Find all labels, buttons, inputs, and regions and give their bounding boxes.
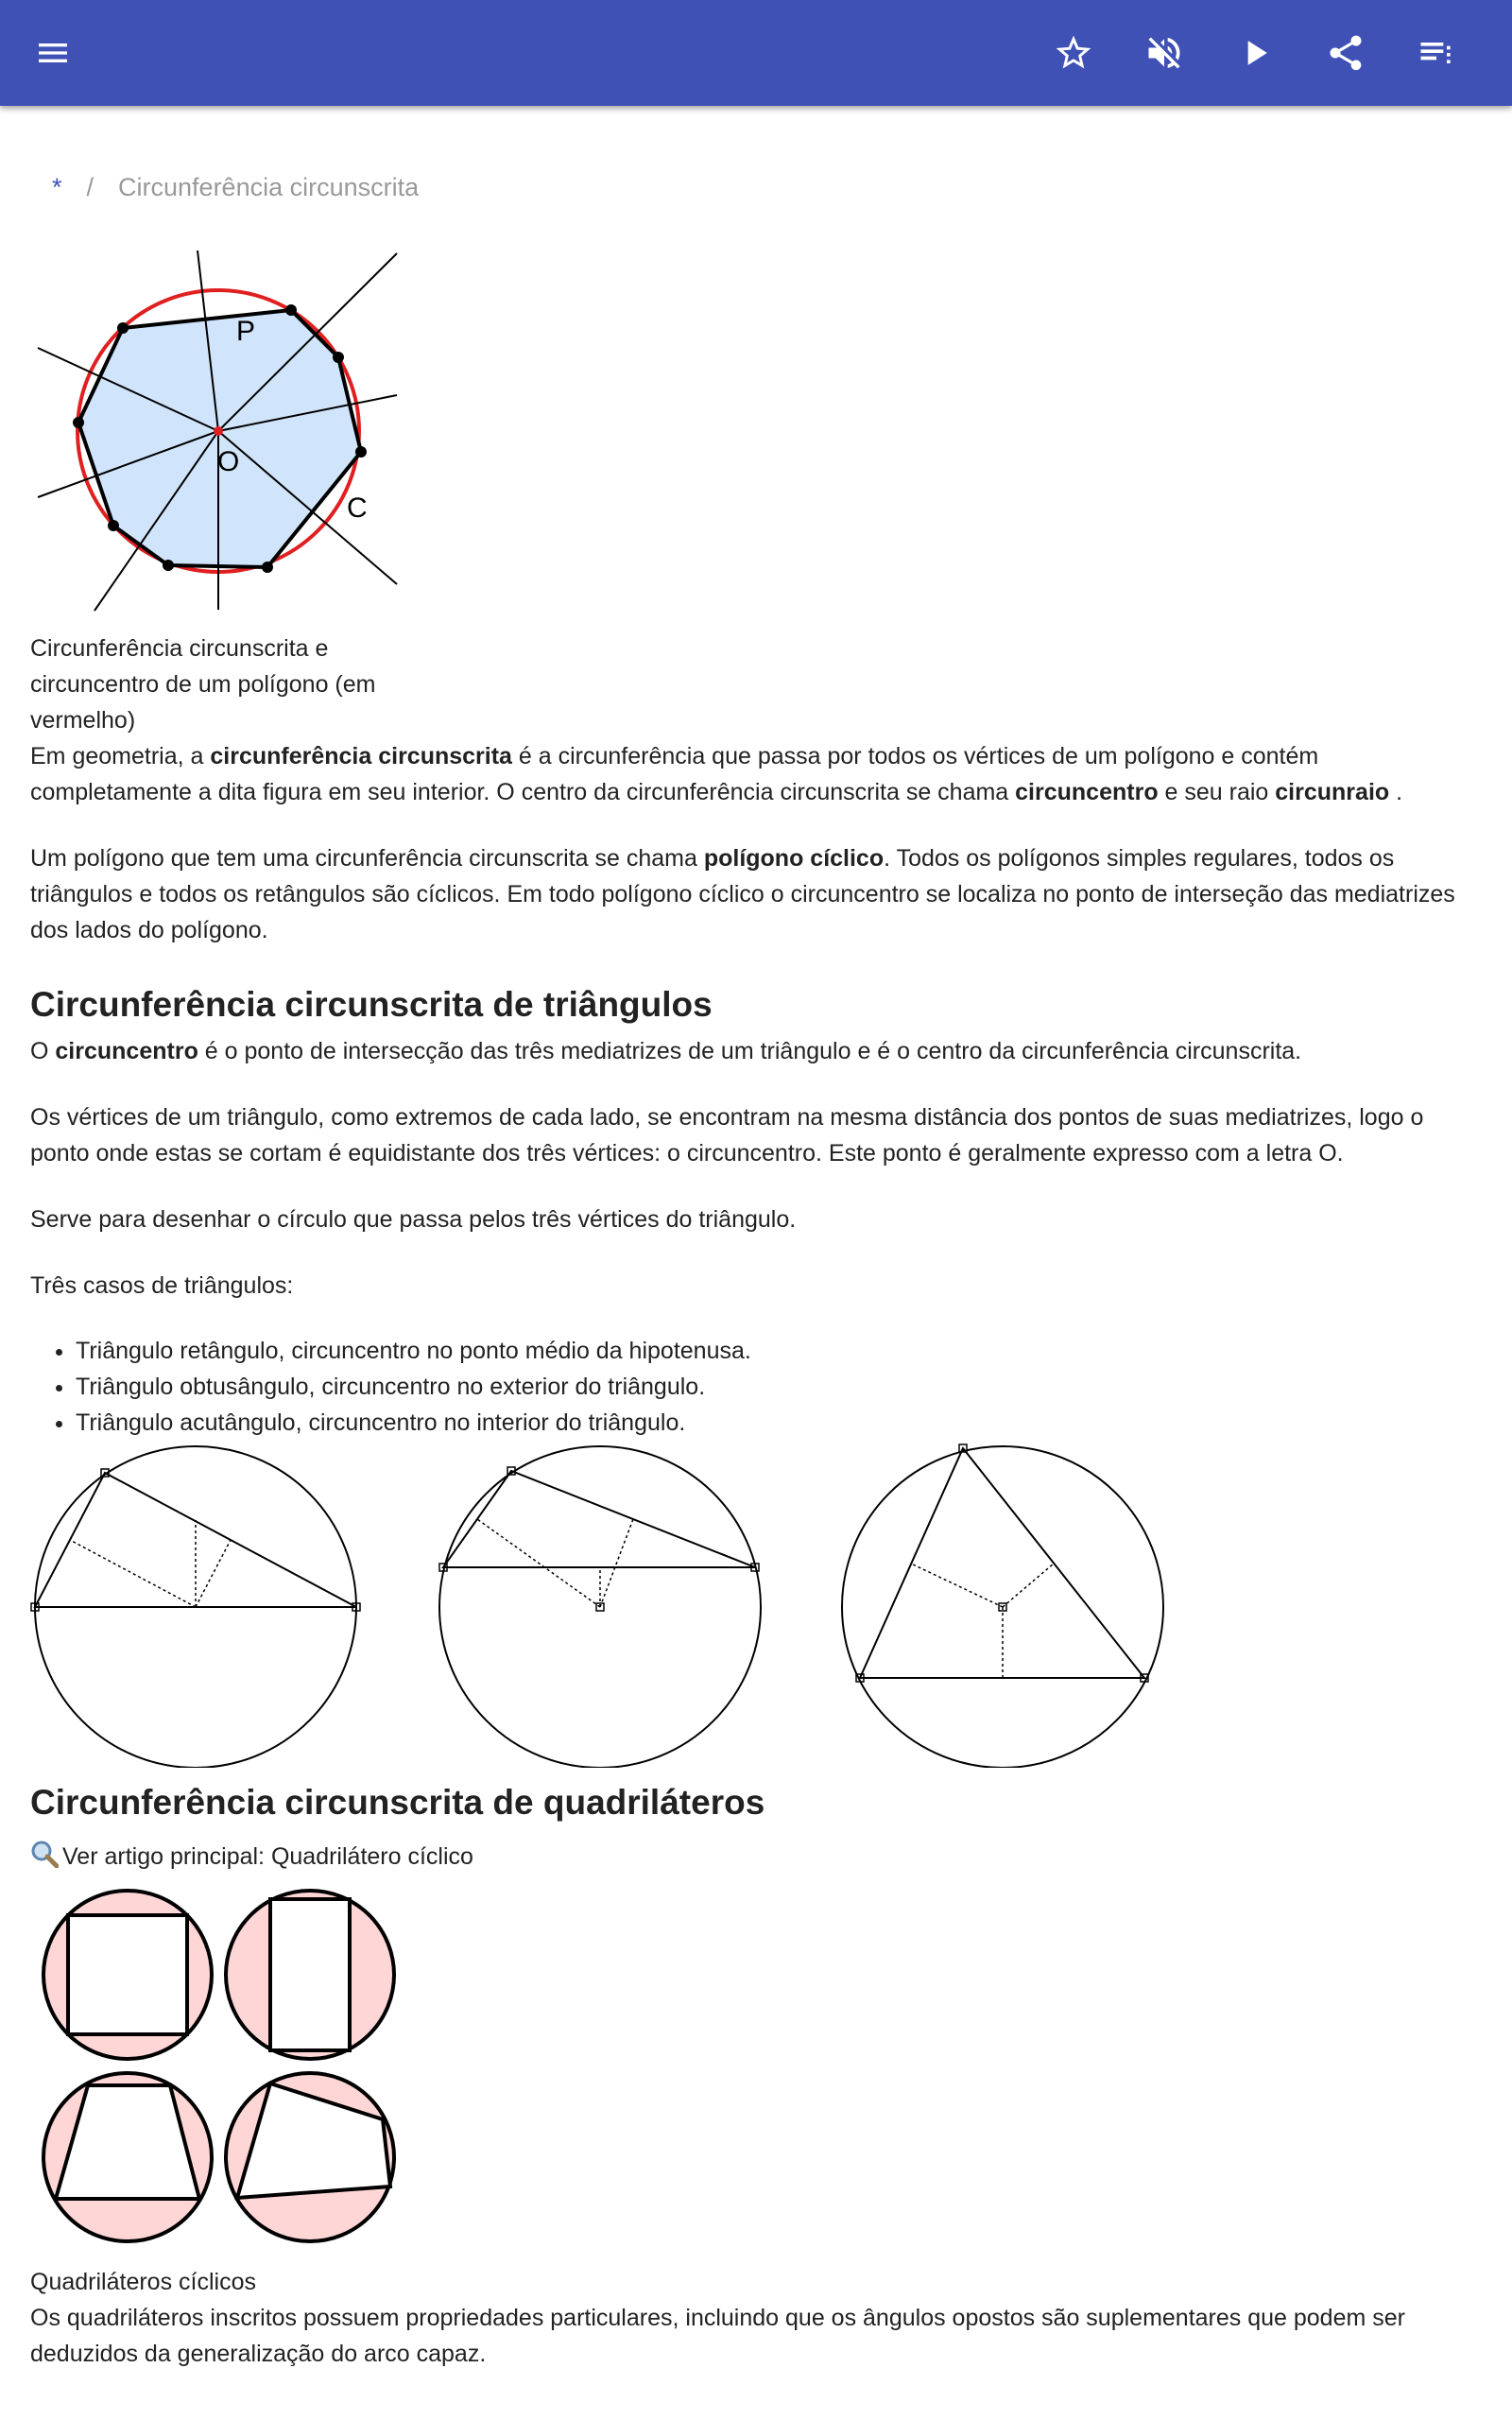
volume-off-icon[interactable] xyxy=(1138,26,1191,79)
list-item: • Triângulo acutângulo, circuncentro no interior do triângulo. xyxy=(76,1405,751,1441)
list-item: • Triângulo retângulo, circuncentro no ponto médio da hipotenusa. xyxy=(76,1333,751,1369)
triangle-cases-figure[interactable] xyxy=(28,1442,1172,1768)
cyclic-quadrilaterals-figure[interactable] xyxy=(42,1889,399,2244)
magnifier-icon xyxy=(30,1840,62,1878)
play-icon[interactable] xyxy=(1228,26,1281,79)
label-p: P xyxy=(236,316,256,347)
list-item: • Triângulo obtusângulo, circuncentro no exterior do triângulo. xyxy=(76,1369,751,1405)
label-c: C xyxy=(347,493,368,524)
breadcrumb xyxy=(52,173,419,202)
menu-icon[interactable] xyxy=(26,26,79,79)
section-title-quadrilaterals: Circunferência circunscrita de quadriláteros xyxy=(30,1783,765,1822)
breadcrumb-current: Circunferência circunscrita xyxy=(118,173,420,201)
section-title-triangles: Circunferência circunscrita de triângulos xyxy=(30,985,713,1024)
intro-paragraph-2: Um polígono que tem uma circunferência circunscrita se chama polígono cíclico. Todos os polígonos simples regulares, todos os triângulos e todos os retângulos são cíclicos. Em todo polígono cíclico o circuncentro se localiza no ponto de interseção das mediatrizes dos lados do polígono. xyxy=(30,845,1455,943)
see-also-link[interactable]: Ver artigo principal: Quadrilátero cíclico xyxy=(62,1843,473,1870)
breadcrumb-home-link[interactable]: * xyxy=(52,173,62,201)
figure3-caption: Quadriláteros cíclicos xyxy=(30,2269,256,2295)
cyclic-polygon-figure[interactable] xyxy=(34,248,404,616)
intro-paragraph-1: Em geometria, a circunferência circunscrita é a circunferência que passa por todos os vértices de um polígono e contém completamente a dita figura em seu interior. O centro da circunferência circunscrita se chama circuncentro e seu raio circunraio . xyxy=(30,743,1403,805)
triangles-paragraph-1: O circuncentro é o ponto de intersecção das três mediatrizes de um triângulo e é o centro da circunferência circunscrita. xyxy=(30,1038,1302,1064)
triangles-paragraph-3: Serve para desenhar o círculo que passa pelos três vértices do triângulo. xyxy=(30,1206,797,1233)
triangle-cases-list xyxy=(30,1333,751,1441)
playlist-icon[interactable] xyxy=(1410,26,1463,79)
figure1-caption: Circunferência circunscrita e circuncentro de um polígono (em vermelho) xyxy=(30,635,376,734)
triangles-paragraph-4: Três casos de triângulos: xyxy=(30,1272,294,1299)
breadcrumb-separator: / xyxy=(86,173,94,201)
triangles-paragraph-2: Os vértices de um triângulo, como extremos de cada lado, se encontram na mesma distância dos pontos de suas mediatrizes, logo o ponto onde estas se cortam é equidistante dos três vértices: o circuncentro. Este ponto é geralmente expresso com a letra O. xyxy=(30,1104,1424,1167)
label-o: O xyxy=(217,446,240,477)
star-icon[interactable] xyxy=(1047,26,1100,79)
app-bar xyxy=(0,0,1512,106)
share-icon[interactable] xyxy=(1319,26,1372,79)
see-also-line[interactable] xyxy=(30,1839,1486,1878)
quadrilaterals-paragraph-1: Os quadriláteros inscritos possuem propriedades particulares, incluindo que os ângulos opostos são suplementares que podem ser deduzidos da generalização do arco capaz. xyxy=(30,2305,1405,2367)
